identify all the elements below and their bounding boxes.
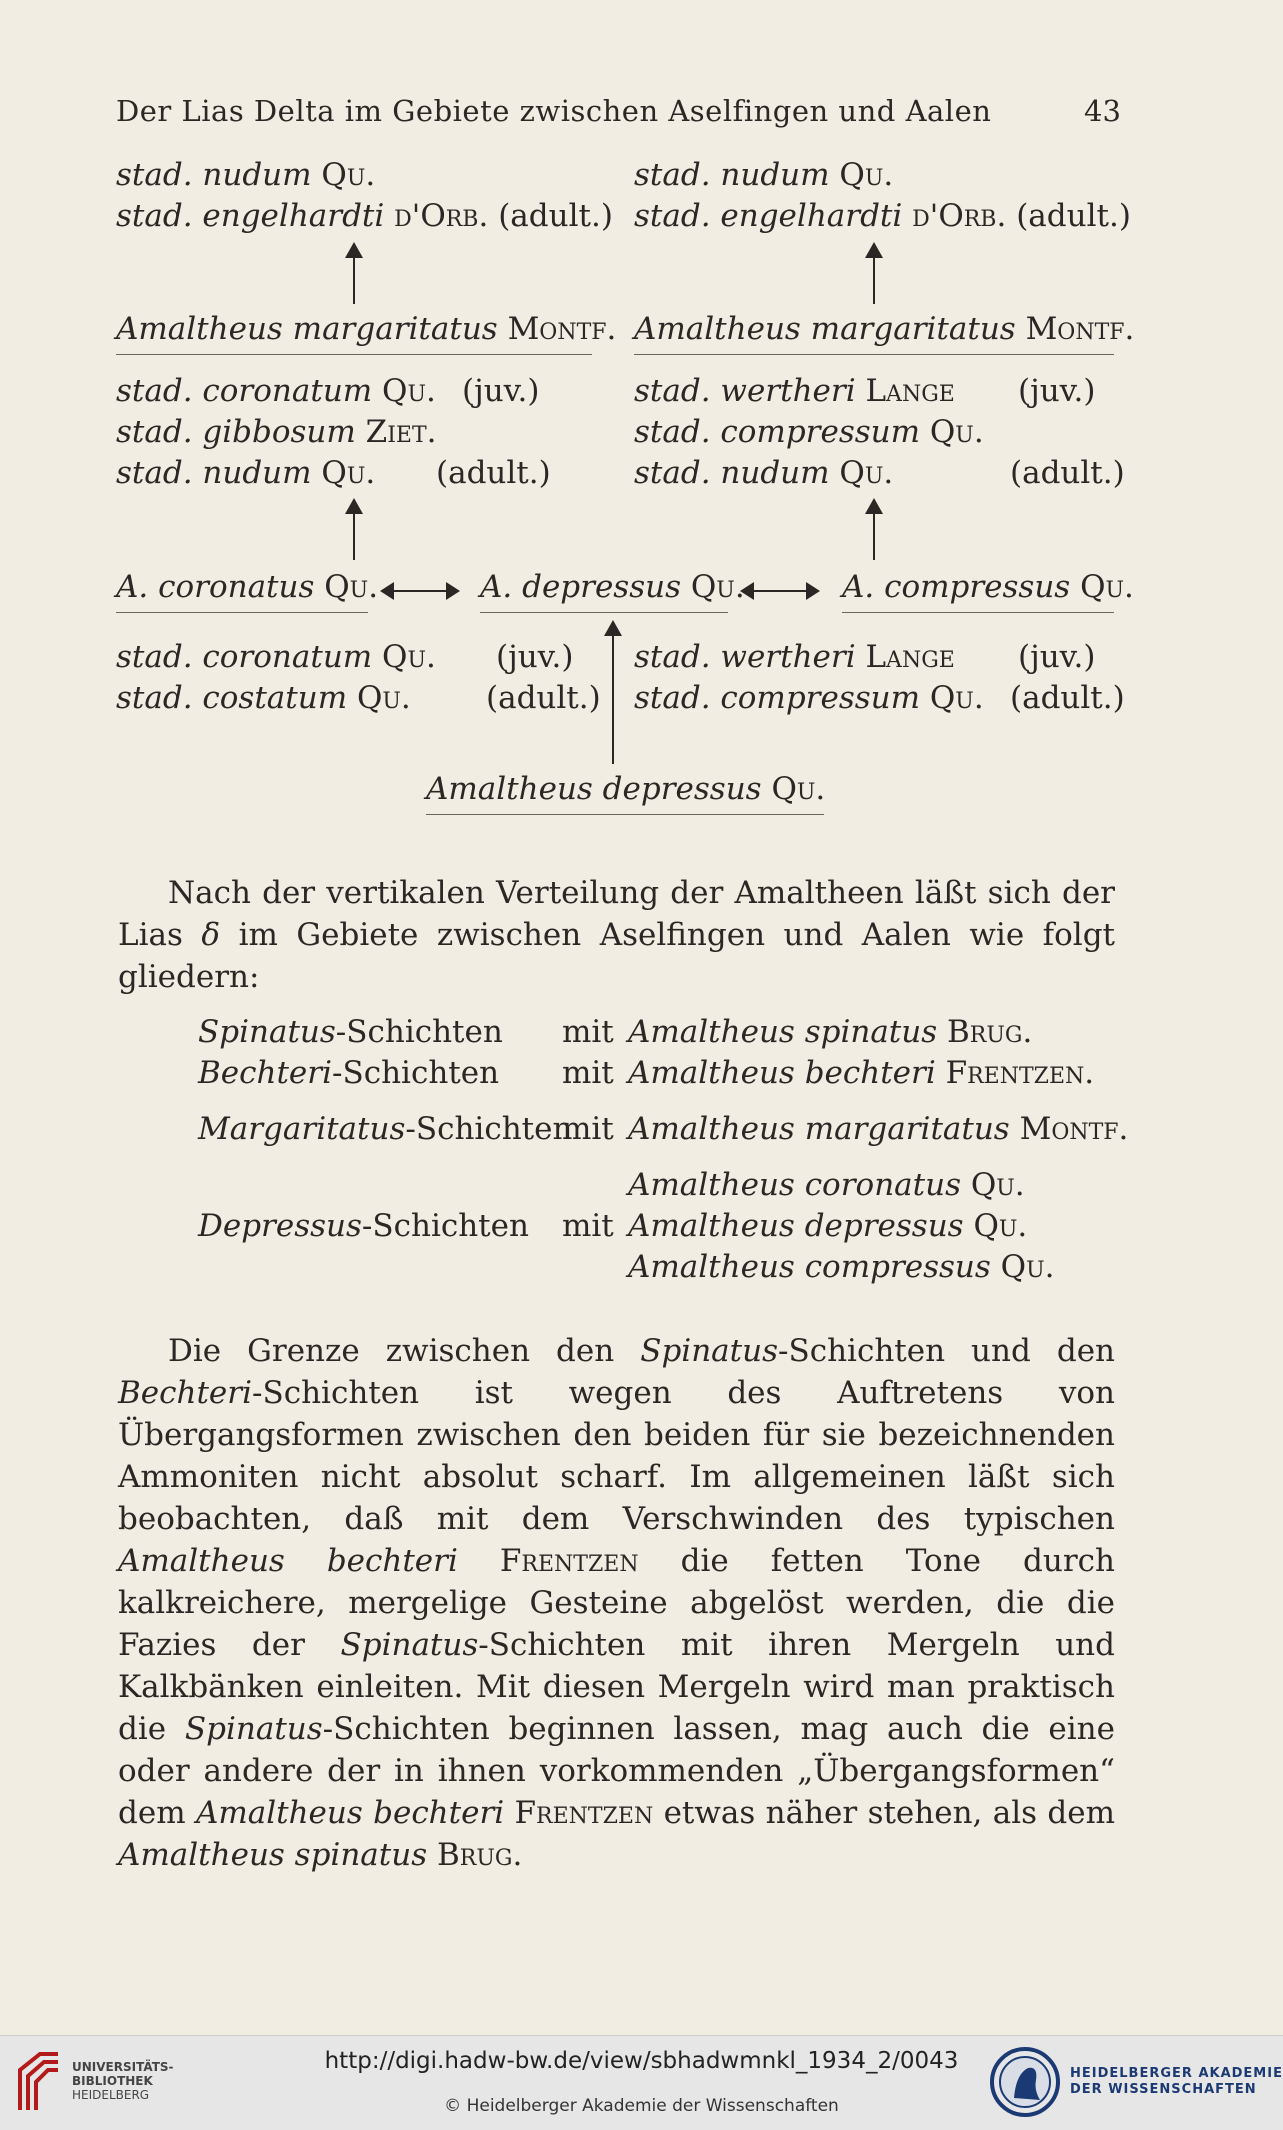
stage-line-top-right-1: stad. nudum Qu. (634, 157, 894, 193)
zone-margaritatus-species: Amaltheus margaritatus Montf. (628, 1111, 1129, 1147)
academy-logo[interactable] (990, 2044, 1283, 2124)
stage-line-mid-right-1: stad. wertheri Lange (juv.) (634, 373, 1096, 409)
copyright: © Heidelberger Akademie der Wissenschaften (444, 2096, 839, 2116)
stage-line-mid-left-2: stad. gibbosum Ziet. (116, 414, 437, 450)
species-margaritatus-right: Amaltheus margaritatus Montf. (634, 310, 1114, 355)
species-depressus-bottom: Amaltheus depressus Qu. (426, 770, 824, 815)
arrow-up-icon (353, 256, 355, 304)
species-margaritatus-left: Amaltheus margaritatus Montf. (116, 310, 592, 355)
zone-mit: mit (562, 1055, 614, 1091)
stage-line-mid-left-1: stad. coronatum Qu. (juv.) (116, 373, 540, 409)
zone-depressus: Depressus-Schichten (198, 1208, 529, 1244)
arrow-up-icon (873, 512, 875, 560)
species-coronatus: A. coronatus Qu. (116, 568, 368, 613)
stage-line-mid-left-3: stad. nudum Qu. (adult.) (116, 455, 551, 491)
stage-line-top-left-1: stad. nudum Qu. (116, 157, 376, 193)
stage-line-low-left-1: stad. coronatum Qu. (juv.) (116, 639, 574, 675)
stage-line-top-left-2: stad. engelhardti d'Orb. (adult.) (116, 198, 613, 234)
arrow-up-icon (612, 634, 614, 764)
zone-bechteri-species: Amaltheus bechteri Frentzen. (628, 1055, 1095, 1091)
zone-spinatus-species: Amaltheus spinatus Brug. (628, 1014, 1033, 1050)
zone-mit: mit (562, 1014, 614, 1050)
zone-mit: mit (562, 1208, 614, 1244)
double-arrow-icon (392, 590, 448, 592)
running-title: Der Lias Delta im Gebiete zwischen Aselfingen und Aalen (116, 94, 992, 128)
stage-line-low-right-2: stad. compressum Qu. (adult.) (634, 680, 1125, 716)
stage-line-top-right-2: stad. engelhardti d'Orb. (adult.) (634, 198, 1131, 234)
stage-line-low-left-2: stad. costatum Qu. (adult.) (116, 680, 601, 716)
zone-spinatus: Spinatus-Schichten (198, 1014, 503, 1050)
academy-seal-icon (990, 2044, 1060, 2120)
zone-bechteri: Bechteri-Schichten (198, 1055, 500, 1091)
page-url[interactable]: http://digi.hadw-bw.de/view/sbhadwmnkl_1934_2/0043 (324, 2048, 959, 2074)
zone-depressus-species-3: Amaltheus compressus Qu. (628, 1249, 1055, 1285)
academy-logo-text: HEIDELBERGER AKADEMIE DER WISSENSCHAFTEN (1070, 2066, 1283, 2097)
species-depressus: A. depressus Qu. (480, 568, 728, 613)
stage-line-mid-right-2: stad. compressum Qu. (634, 414, 984, 450)
zone-mit: mit (562, 1111, 614, 1147)
page-number: 43 (1084, 94, 1121, 128)
viewer-footer (0, 2035, 1283, 2130)
zone-depressus-species-1: Amaltheus coronatus Qu. (628, 1167, 1025, 1203)
zone-depressus-species-2: Amaltheus depressus Qu. (628, 1208, 1028, 1244)
stage-line-low-right-1: stad. wertheri Lange (juv.) (634, 639, 1096, 675)
double-arrow-icon (752, 590, 808, 592)
library-logo-text: UNIVERSITÄTS- BIBLIOTHEK HEIDELBERG (72, 2060, 174, 2102)
arrow-up-icon (353, 512, 355, 560)
species-compressus: A. compressus Qu. (842, 568, 1114, 613)
main-paragraph: Die Grenze zwischen den Spinatus-Schichten und den Bechteri-Schichten ist wegen des Auftretens von Übergangsformen zwischen den beiden für sie bezeichnenden Ammoniten nicht absolut scharf. Im allgemeinen läßt sich beobachten, daß mit dem Verschwinden des typischen Amaltheus bechteri Frentzen die fetten Tone durch kalkreichere, mergelige Gesteine abgelöst werden, die die Fazies der Spinatus-Schichten mit ihren Mergeln und Kalkbänken einleiten. Mit diesen Mergeln wird man praktisch die Spinatus-Schichten beginnen lassen, mag auch die eine oder andere der in ihnen vorkommenden „Übergangsformen“ dem Amaltheus bechteri Frentzen etwas näher stehen, als dem Amaltheus spinatus Brug. (118, 1333, 1116, 1873)
zone-margaritatus: Margaritatus-Schichten (198, 1111, 573, 1147)
stage-line-mid-right-3: stad. nudum Qu. (adult.) (634, 455, 1125, 491)
arrow-up-icon (873, 256, 875, 304)
intro-paragraph: Nach der vertikalen Verteilung der Amaltheen läßt sich der Lias δ im Gebiete zwischen Aselfingen und Aalen wie folgt gliedern: (118, 875, 1116, 995)
